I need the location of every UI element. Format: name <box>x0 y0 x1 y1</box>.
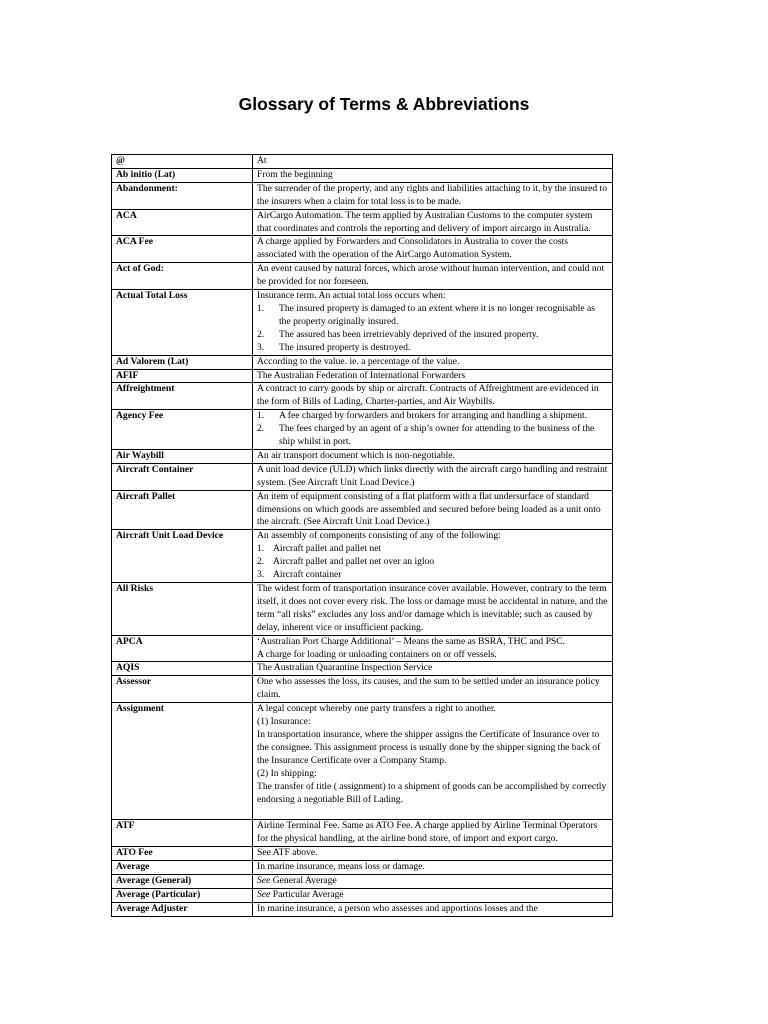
term-cell: Assessor <box>112 676 253 703</box>
term-cell: ATO Fee <box>112 847 253 861</box>
definition-text: In marine insurance, means loss or damage. <box>257 861 425 873</box>
list-item <box>257 543 609 556</box>
definition-text: In marine insurance, a person who assesses and apportions losses and the <box>257 902 538 914</box>
definition-cell <box>253 861 613 875</box>
definition-cell <box>253 236 613 263</box>
term-cell: Aircraft Unit Load Device <box>112 530 253 583</box>
table-row <box>112 463 613 490</box>
term-cell: Agency Fee <box>112 410 253 450</box>
definition-text: Particular Average <box>272 888 344 900</box>
list-text: Aircraft pallet and pallet net <box>273 543 382 555</box>
list-number: 3. <box>257 341 265 353</box>
list-number: 2. <box>257 556 265 568</box>
list-text: A fee charged by forwarders and brokers for arranging and handling a shipment. <box>279 410 588 422</box>
definition-text: The Australian Quarantine Inspection Service <box>257 662 433 674</box>
definition-text: An assembly of components consisting of any of the following: <box>257 530 501 542</box>
list-item <box>257 303 609 329</box>
numbered-list <box>257 543 609 582</box>
definition-cell <box>253 583 613 636</box>
table-row <box>112 703 613 820</box>
definition-text: The Australian Federation of International Forwarders <box>257 369 466 381</box>
list-number: 2. <box>257 423 265 435</box>
definition-text <box>257 889 609 902</box>
spacer <box>257 806 609 819</box>
term-cell: Average Adjuster <box>112 902 253 916</box>
table-row <box>112 676 613 703</box>
term-cell: AFIF <box>112 369 253 383</box>
table-row <box>112 820 613 847</box>
table-row <box>112 902 613 916</box>
term-cell: Aircraft Pallet <box>112 490 253 530</box>
definition-text: A legal concept whereby one party transfers a right to another. <box>257 703 496 715</box>
page-title: Glossary of Terms & Abbreviations <box>238 94 530 114</box>
glossary-table <box>111 154 613 917</box>
definition-text: (2) In shipping: <box>257 767 317 779</box>
see-reference: See <box>257 888 271 900</box>
definition-text: An air transport document which is non-negotiable. <box>257 449 455 461</box>
table-row <box>112 182 613 209</box>
definition-text: ‘Australian Port Charge Additional’ – Means the same as BSRA, THC and PSC. <box>257 635 566 647</box>
list-number: 1. <box>257 543 265 555</box>
definition-text: According to the value. ie. a percentage of the value. <box>257 355 460 367</box>
list-item <box>257 342 609 355</box>
definition-text: General Average <box>272 875 337 887</box>
term-cell: ATF <box>112 820 253 847</box>
definition-cell <box>253 263 613 290</box>
definition-cell <box>253 888 613 902</box>
definition-cell <box>253 410 613 450</box>
definition-cell <box>253 875 613 889</box>
list-text: Aircraft container <box>273 569 342 581</box>
definition-cell <box>253 662 613 676</box>
definition-cell <box>253 182 613 209</box>
list-number: 3. <box>257 569 265 581</box>
definition-text: A charge applied by Forwarders and Consolidators in Australia to cover the costs associated with the operation of the AirCargo Automation System. <box>257 236 569 261</box>
definition-text: A unit load device (ULD) which links directly with the aircraft cargo handling and restraint system. (See Aircraft Unit Load Device.) <box>257 463 608 488</box>
definition-text: One who assesses the loss, its causes, and the sum to be settled under an insurance policy claim. <box>257 676 600 701</box>
definition-text: A contract to carry goods by ship or aircraft. Contracts of Affreightment are evidenced in the form of Bills of Lading, Charter-parties, and Air Waybills. <box>257 383 599 408</box>
definition-text: An item of equipment consisting of a flat platform with a flat undersurface of standard dimensions on which goods are assembled and secured before being loaded as a unit onto the aircraft. (See Aircraft Unit Load Device.) <box>257 490 601 528</box>
list-item <box>257 329 609 342</box>
definition-cell <box>253 168 613 182</box>
definition-text: The transfer of title ( assignment) to a shipment of goods can be accomplished by correctly endorsing a negotiable Bill of Lading. <box>257 780 607 805</box>
term-cell: Abandonment: <box>112 182 253 209</box>
term-cell: Act of God: <box>112 263 253 290</box>
list-text: The assured has been irretrievably deprived of the insured property. <box>279 328 539 340</box>
definition-text: From the beginning <box>257 168 333 180</box>
table-row <box>112 530 613 583</box>
table-row <box>112 635 613 662</box>
definition-cell <box>253 902 613 916</box>
table-row <box>112 410 613 450</box>
term-cell: ACA <box>112 209 253 236</box>
list-text: Aircraft pallet and pallet net over an igloo <box>273 556 435 568</box>
definition-cell <box>253 155 613 169</box>
list-number: 2. <box>257 328 265 340</box>
table-row <box>112 383 613 410</box>
definition-cell <box>253 847 613 861</box>
glossary-body <box>112 155 613 917</box>
term-cell: Affreightment <box>112 383 253 410</box>
term-cell: Ad Valorem (Lat) <box>112 355 253 369</box>
term-cell: Average <box>112 861 253 875</box>
table-row <box>112 155 613 169</box>
list-item <box>257 423 609 449</box>
term-cell: ACA Fee <box>112 236 253 263</box>
definition-text: (1) Insurance: <box>257 716 311 728</box>
table-row <box>112 449 613 463</box>
definition-text: Airline Terminal Fee. Same as ATO Fee. A charge applied by Airline Terminal Operators for the physical handling, at the airline bond store, of import and export cargo. <box>257 820 598 845</box>
table-row <box>112 847 613 861</box>
list-text: The fees charged by an agent of a ship’s owner for attending to the business of the ship whilst in port. <box>279 423 595 448</box>
table-row <box>112 662 613 676</box>
definition-cell <box>253 635 613 662</box>
numbered-list <box>257 410 609 449</box>
definition-cell <box>253 820 613 847</box>
term-cell: Assignment <box>112 703 253 820</box>
term-cell: Average (Particular) <box>112 888 253 902</box>
table-row <box>112 236 613 263</box>
table-row <box>112 369 613 383</box>
list-item <box>257 569 609 582</box>
definition-cell <box>253 530 613 583</box>
definition-text: AirCargo Automation. The term applied by Australian Customs to the computer system that coordinates and controls the reporting and delivery of import aircargo in Australia. <box>257 209 593 234</box>
definition-cell <box>253 676 613 703</box>
table-row <box>112 263 613 290</box>
table-row <box>112 875 613 889</box>
term-cell: Aircraft Container <box>112 463 253 490</box>
see-reference: See <box>257 875 271 887</box>
list-item <box>257 410 609 423</box>
term-cell: All Risks <box>112 583 253 636</box>
table-row <box>112 490 613 530</box>
definition-cell <box>253 355 613 369</box>
table-row <box>112 861 613 875</box>
definition-cell <box>253 703 613 820</box>
term-cell: AQIS <box>112 662 253 676</box>
table-row <box>112 888 613 902</box>
list-number: 1. <box>257 410 265 422</box>
definition-text: A charge for loading or unloading containers on or off vessels. <box>257 648 497 660</box>
definition-cell <box>253 490 613 530</box>
term-cell: APCA <box>112 635 253 662</box>
definition-cell <box>253 463 613 490</box>
term-cell: @ <box>112 155 253 169</box>
list-text: The insured property is damaged to an extent where it is no longer recognisable as the property originally insured. <box>279 302 595 327</box>
list-item <box>257 556 609 569</box>
definition-text: At <box>257 155 267 166</box>
definition-cell <box>253 209 613 236</box>
table-row <box>112 168 613 182</box>
term-cell: Ab initio (Lat) <box>112 168 253 182</box>
definition-text: The widest form of transportation insurance cover available. However, contrary to the term itself, it does not cover every risk. The loss or damage must be accidental in nature, and the term “all risks” excludes any loss and/or damage which is inevitable; such as caused by delay, inherent vice or insufficient packing. <box>257 583 608 633</box>
table-row <box>112 583 613 636</box>
numbered-list <box>257 303 609 355</box>
table-row <box>112 355 613 369</box>
list-number: 1. <box>257 302 265 314</box>
definition-text: See ATF above. <box>257 847 318 859</box>
term-cell: Actual Total Loss <box>112 290 253 356</box>
definition-cell <box>253 290 613 356</box>
list-text: The insured property is destroyed. <box>279 341 411 353</box>
definition-text: Insurance term. An actual total loss occurs when: <box>257 290 446 302</box>
table-row <box>112 290 613 356</box>
definition-text: The surrender of the property, and any rights and liabilities attaching to it, by the insured to the insurers when a claim for total loss is to be made. <box>257 182 607 207</box>
definition-text <box>257 875 609 888</box>
definition-text: In transportation insurance, where the shipper assigns the Certificate of Insurance over to the consignee. This assignment process is usually done by the shipper signing the back of the Insurance Certificate over a Company Stamp. <box>257 728 601 766</box>
definition-cell <box>253 449 613 463</box>
definition-text: An event caused by natural forces, which arose without human intervention, and could not be provided for nor foreseen. <box>257 263 605 288</box>
term-cell: Air Waybill <box>112 449 253 463</box>
table-row <box>112 209 613 236</box>
definition-cell <box>253 383 613 410</box>
term-cell: Average (General) <box>112 875 253 889</box>
definition-cell <box>253 369 613 383</box>
